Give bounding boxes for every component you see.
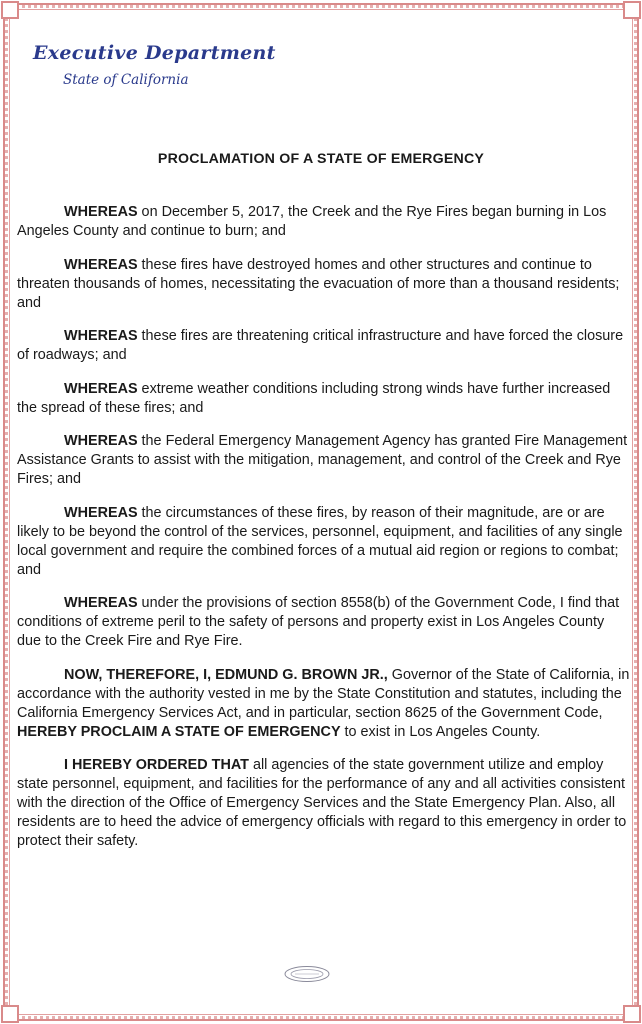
whereas-lead: WHEREAS <box>64 380 138 397</box>
ordered-lead: I HEREBY ORDERED THAT <box>64 757 249 773</box>
whereas-text: these fires have destroyed homes and other structures and continue to threaten thousands of homes, necessitating the evacuation of more than a thousand residents; and <box>17 256 620 311</box>
whereas-paragraph <box>17 504 631 580</box>
border-corner <box>1 1005 19 1023</box>
whereas-text: the circumstances of these fires, by reason of their magnitude, are or are likely to be beyond the control of the services, personnel, equipment, and facilities of any single local government and require the combined forces of a mutual aid region or regions to combat; and <box>17 504 623 578</box>
whereas-lead: WHEREAS <box>64 595 138 611</box>
now-therefore-text: Governor of the State of California, in accordance with the authority vested in me by the State Constitution and statutes, including the California Emergency Services Act, and in particular, section 8625 of the Government Code, <box>17 666 630 721</box>
whereas-text: on December 5, 2017, the Creek and the Rye Fires began burning in Los Angeles County and continue to burn; and <box>17 204 607 239</box>
whereas-text: these fires are threatening critical infrastructure and have forced the closure of roadways; and <box>17 328 624 363</box>
whereas-paragraph <box>17 380 631 418</box>
seal-icon <box>283 965 331 983</box>
whereas-lead: WHEREAS <box>64 504 138 521</box>
whereas-paragraph <box>17 594 631 651</box>
proclamation-body <box>17 203 631 866</box>
now-therefore-text-end: to exist in Los Angeles County. <box>340 723 541 740</box>
whereas-paragraph <box>17 432 631 489</box>
now-therefore-paragraph <box>17 666 631 742</box>
border-corner <box>623 1005 641 1023</box>
now-therefore-lead: NOW, THEREFORE, I, EDMUND G. BROWN JR., <box>64 666 388 683</box>
whereas-paragraph <box>17 327 631 365</box>
whereas-paragraph <box>17 256 631 313</box>
letterhead <box>33 42 276 88</box>
whereas-paragraph <box>17 203 631 241</box>
whereas-lead: WHEREAS <box>64 256 138 273</box>
whereas-lead: WHEREAS <box>64 433 138 449</box>
proclamation-title: PROCLAMATION OF A STATE OF EMERGENCY <box>157 151 485 167</box>
whereas-lead: WHEREAS <box>64 204 138 220</box>
state-name: State of California <box>63 72 189 88</box>
ordered-paragraph <box>17 756 631 851</box>
ordered-text: all agencies of the state government utilize and employ state personnel, equipment, and facilities for the performance of any and all activities consistent with the direction of the Office of Emergency Services and the State Emergency Plan. Also, all residents are to heed the advice of emergency officials with regard to this emergency in order to protect their safety. <box>17 757 627 849</box>
proclaim-emphasis: HEREBY PROCLAIM A STATE OF EMERGENCY <box>17 723 341 740</box>
border-corner <box>623 1 641 19</box>
whereas-text: the Federal Emergency Management Agency has granted Fire Management Assistance Grants to assist with the mitigation, management, and control of the Creek and Rye Fires; and <box>17 433 628 487</box>
border-corner <box>1 1 19 19</box>
department-name: Executive Department <box>33 42 276 64</box>
whereas-lead: WHEREAS <box>64 328 138 344</box>
whereas-text: under the provisions of section 8558(b) of the Government Code, I find that conditions of extreme peril to the safety of persons and property exist in Los Angeles County due to the Creek Fire and Rye Fire. <box>17 595 620 649</box>
whereas-text: extreme weather conditions including strong winds have further increased the spread of these fires; and <box>17 380 611 416</box>
